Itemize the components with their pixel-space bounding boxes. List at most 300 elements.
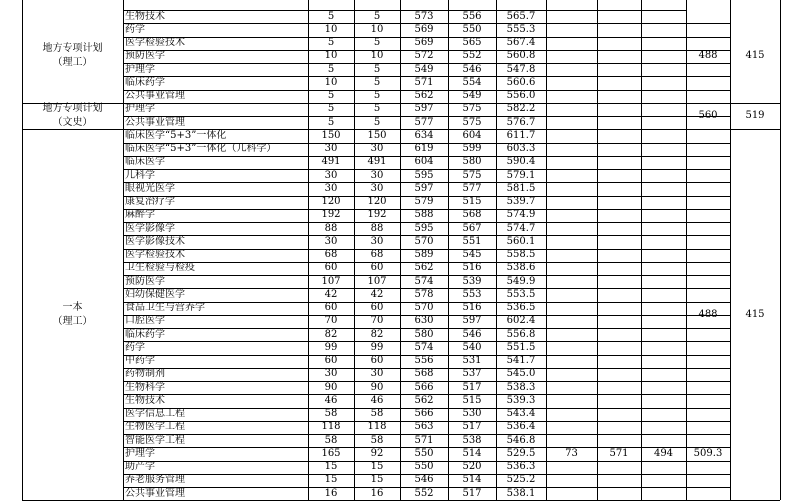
score-cell: 549	[462, 90, 482, 102]
score-cell	[597, 156, 641, 169]
score-cell: 30	[324, 169, 338, 181]
score-cell	[641, 209, 686, 222]
score-cell: 560.6	[506, 76, 536, 88]
score-cell: 575	[462, 116, 482, 128]
major-name-cell: 口腔医学	[125, 315, 165, 327]
major-name-cell: 临床医学	[125, 156, 165, 168]
score-cell: 5	[373, 76, 381, 88]
score-cell	[597, 103, 641, 116]
score-cell	[597, 10, 641, 23]
score-cell: 16	[370, 487, 384, 499]
group-label-line: （理工）	[52, 57, 93, 69]
score-cell: 90	[370, 381, 384, 393]
score-cell: 550	[414, 447, 434, 459]
score-cell: 550	[462, 23, 482, 35]
major-name-cell: 药学	[125, 341, 145, 353]
score-cell: 30	[324, 235, 338, 247]
score-cell: 5	[373, 116, 381, 128]
score-cell: 538.3	[506, 381, 536, 393]
major-name-cell: 护理学	[125, 103, 155, 115]
score-cell: 58	[370, 408, 384, 420]
score-cell	[641, 408, 686, 421]
score-cell: 58	[324, 434, 338, 446]
score-cell	[597, 90, 641, 103]
score-cell: 494	[653, 447, 674, 459]
score-cell	[641, 50, 686, 63]
control-line-score: 560	[698, 110, 718, 121]
score-cell: 88	[370, 222, 384, 234]
score-cell	[597, 341, 641, 354]
score-cell	[641, 156, 686, 169]
score-cell	[597, 196, 641, 209]
score-cell	[546, 421, 597, 434]
section-group-label	[22, 103, 123, 130]
score-cell: 545	[462, 249, 482, 261]
score-cell: 120	[367, 196, 387, 208]
column-border	[641, 0, 642, 500]
score-cell	[597, 421, 641, 434]
score-cell: 5	[373, 103, 381, 115]
score-cell: 562	[414, 262, 434, 274]
score-cell: 552	[414, 487, 434, 499]
score-cell: 60	[324, 302, 338, 314]
column-border	[308, 0, 309, 500]
score-cell: 634	[414, 129, 434, 141]
score-cell: 549.9	[506, 275, 536, 287]
score-cell: 611.7	[506, 129, 536, 141]
score-cell	[641, 262, 686, 275]
score-cell	[641, 421, 686, 434]
column-border	[686, 0, 687, 500]
score-cell	[641, 182, 686, 195]
major-name-cell: 临床医学“5+3”一体化	[125, 129, 227, 141]
column-border	[22, 0, 23, 500]
score-cell	[546, 76, 597, 89]
score-cell	[546, 461, 597, 474]
score-cell: 567.4	[506, 37, 536, 49]
score-cell: 602.4	[506, 315, 536, 327]
score-cell: 515	[462, 394, 482, 406]
score-cell: 572	[414, 50, 434, 62]
score-cell	[641, 394, 686, 407]
score-cell	[641, 461, 686, 474]
column-border	[780, 0, 781, 500]
score-cell: 551.5	[506, 341, 536, 353]
score-cell	[597, 169, 641, 182]
major-name-cell: 临床药学	[125, 76, 165, 88]
score-cell: 619	[414, 143, 434, 155]
major-name-cell: 生物技术	[125, 10, 165, 22]
score-cell	[641, 116, 686, 129]
major-name-cell: 药学	[125, 23, 145, 35]
score-cell	[641, 90, 686, 103]
score-cell	[546, 50, 597, 63]
score-cell: 70	[370, 315, 384, 327]
score-cell	[641, 23, 686, 36]
score-cell: 73	[565, 447, 578, 459]
score-cell: 565.7	[506, 10, 536, 22]
major-name-cell: 药物制剂	[125, 368, 165, 380]
score-cell	[641, 341, 686, 354]
score-cell	[641, 288, 686, 301]
score-cell: 42	[370, 288, 384, 300]
score-cell: 5	[373, 37, 381, 49]
score-cell	[641, 249, 686, 262]
score-cell: 595	[414, 169, 434, 181]
score-cell	[597, 235, 641, 248]
score-cell: 46	[324, 394, 338, 406]
score-cell: 10	[324, 23, 338, 35]
score-cell: 118	[321, 421, 341, 433]
score-cell	[597, 315, 641, 328]
score-cell	[546, 394, 597, 407]
score-cell: 556	[414, 355, 434, 367]
major-name-cell: 康复治疗学	[125, 196, 175, 208]
score-cell: 107	[321, 275, 341, 287]
major-name-cell: 养老服务管理	[125, 474, 185, 486]
score-cell	[597, 50, 641, 63]
score-cell	[597, 37, 641, 50]
score-cell: 576.7	[506, 116, 536, 128]
score-cell: 92	[370, 447, 384, 459]
score-cell: 509.3	[693, 447, 723, 459]
score-cell	[597, 63, 641, 76]
score-cell: 82	[324, 328, 338, 340]
score-cell: 70	[324, 315, 338, 327]
major-name-cell: 临床药学	[125, 328, 165, 340]
column-border	[597, 0, 598, 500]
score-cell: 567	[462, 222, 482, 234]
score-cell	[546, 37, 597, 50]
score-cell: 5	[327, 90, 335, 102]
score-cell	[546, 315, 597, 328]
score-cell: 68	[370, 249, 384, 261]
column-border	[546, 0, 547, 500]
score-cell	[597, 182, 641, 195]
score-cell: 578	[414, 288, 434, 300]
score-cell: 597	[414, 182, 434, 194]
score-cell: 120	[321, 196, 341, 208]
score-cell: 590.4	[506, 156, 536, 168]
score-cell	[546, 90, 597, 103]
score-cell: 30	[370, 182, 384, 194]
major-name-cell: 智能医学工程	[125, 434, 185, 446]
score-cell: 575	[462, 103, 482, 115]
score-cell: 582.2	[506, 103, 536, 115]
score-cell: 556	[462, 10, 482, 22]
major-name-cell: 公共事业管理	[125, 487, 185, 499]
score-cell: 30	[324, 182, 338, 194]
score-cell: 553.5	[506, 288, 536, 300]
score-cell	[546, 196, 597, 209]
score-cell: 536.3	[506, 461, 536, 473]
score-cell: 579.1	[506, 169, 536, 181]
score-cell	[546, 116, 597, 129]
score-cell	[641, 302, 686, 315]
score-cell: 10	[324, 50, 338, 62]
score-cell	[597, 143, 641, 156]
score-cell: 517	[462, 381, 482, 393]
score-cell: 546	[462, 63, 482, 75]
score-cell: 15	[324, 474, 338, 486]
score-cell: 150	[321, 129, 341, 141]
column-border	[730, 0, 731, 500]
score-cell: 118	[367, 421, 387, 433]
score-cell: 60	[324, 355, 338, 367]
score-cell: 556.0	[506, 90, 536, 102]
score-cell: 60	[324, 262, 338, 274]
score-cell: 556.8	[506, 328, 536, 340]
score-cell	[546, 275, 597, 288]
score-cell: 5	[373, 90, 381, 102]
column-border	[448, 0, 449, 500]
score-cell	[546, 341, 597, 354]
score-cell	[546, 10, 597, 23]
score-cell: 541.7	[506, 355, 536, 367]
score-cell	[641, 487, 686, 500]
major-name-cell: 生物科学	[125, 381, 165, 393]
score-cell: 10	[370, 23, 384, 35]
group-label-line: 地方专项计划	[42, 43, 103, 55]
score-cell: 15	[370, 474, 384, 486]
score-cell: 514	[462, 474, 482, 486]
score-cell: 565	[462, 37, 482, 49]
score-cell: 515	[462, 196, 482, 208]
score-cell	[597, 434, 641, 447]
column-border	[123, 0, 124, 500]
score-cell: 560.8	[506, 50, 536, 62]
score-cell	[641, 196, 686, 209]
score-cell: 525.2	[506, 474, 536, 486]
score-cell	[546, 209, 597, 222]
score-cell: 569	[414, 37, 434, 49]
score-cell: 589	[414, 249, 434, 261]
score-cell	[641, 368, 686, 381]
score-cell: 90	[324, 381, 338, 393]
score-cell: 555.3	[506, 23, 536, 35]
score-cell: 536.4	[506, 421, 536, 433]
major-name-cell: 卫生检验与检疫	[125, 262, 195, 274]
score-cell: 551	[462, 235, 482, 247]
major-name-cell: 麻醉学	[125, 209, 155, 221]
score-cell	[546, 328, 597, 341]
score-cell	[641, 63, 686, 76]
score-cell	[597, 76, 641, 89]
group-label-line: （理工）	[52, 315, 93, 327]
major-name-cell: 生物医学工程	[125, 421, 185, 433]
score-cell	[546, 235, 597, 248]
major-name-cell: 中药学	[125, 355, 155, 367]
score-cell	[641, 328, 686, 341]
score-cell: 150	[367, 129, 387, 141]
score-cell	[597, 275, 641, 288]
score-cell: 580	[414, 328, 434, 340]
score-cell: 99	[370, 341, 384, 353]
score-cell: 538.1	[506, 487, 536, 499]
score-cell: 539.3	[506, 394, 536, 406]
score-cell: 540	[462, 341, 482, 353]
score-cell: 60	[370, 262, 384, 274]
score-cell	[597, 474, 641, 487]
score-cell	[546, 434, 597, 447]
score-cell: 604	[462, 129, 482, 141]
score-cell: 517	[462, 487, 482, 499]
score-cell: 15	[324, 461, 338, 473]
score-cell: 562	[414, 90, 434, 102]
score-cell: 192	[321, 209, 341, 221]
score-cell: 516	[462, 262, 482, 274]
score-cell	[641, 129, 686, 142]
major-name-cell: 预防医学	[125, 275, 165, 287]
score-cell	[597, 249, 641, 262]
score-cell: 491	[321, 156, 341, 168]
score-cell	[597, 394, 641, 407]
score-cell: 577	[414, 116, 434, 128]
score-cell: 42	[324, 288, 338, 300]
score-cell: 514	[462, 447, 482, 459]
group-label-line: 地方专项计划	[42, 103, 103, 114]
major-name-cell: 儿科学	[125, 169, 155, 181]
score-cell: 560.1	[506, 235, 536, 247]
section-group-label	[22, 129, 123, 500]
score-cell: 99	[324, 341, 338, 353]
score-cell: 30	[370, 169, 384, 181]
major-name-cell: 医学影像学	[125, 222, 175, 234]
major-name-cell: 医学检验技术	[125, 37, 185, 49]
score-cell: 577	[462, 182, 482, 194]
score-cell	[546, 381, 597, 394]
score-cell: 30	[324, 368, 338, 380]
score-cell: 570	[414, 235, 434, 247]
score-cell	[641, 222, 686, 235]
major-name-cell: 医学信息工程	[125, 408, 185, 420]
score-cell: 30	[370, 368, 384, 380]
row-border	[123, 10, 686, 11]
score-cell	[641, 143, 686, 156]
score-cell	[641, 235, 686, 248]
score-cell: 570	[414, 302, 434, 314]
score-cell: 575	[462, 169, 482, 181]
score-cell	[546, 143, 597, 156]
score-cell: 16	[324, 487, 338, 499]
score-cell	[641, 169, 686, 182]
section-group-label	[22, 10, 123, 103]
major-name-cell: 眼视光医学	[125, 182, 175, 194]
score-cell: 5	[327, 103, 335, 115]
control-line-score: 488	[698, 50, 718, 62]
special-line-score: 415	[745, 308, 765, 320]
score-cell: 574	[414, 341, 434, 353]
score-cell	[597, 222, 641, 235]
score-cell: 517	[462, 421, 482, 433]
score-cell: 30	[370, 235, 384, 247]
score-cell: 30	[370, 143, 384, 155]
major-name-cell: 公共事业管理	[125, 90, 185, 102]
major-name-cell: 护理学	[125, 63, 155, 75]
score-cell	[546, 408, 597, 421]
score-cell: 520	[462, 461, 482, 473]
score-cell	[546, 169, 597, 182]
score-cell	[597, 23, 641, 36]
score-cell: 552	[462, 50, 482, 62]
major-name-cell: 医学检验技术	[125, 249, 185, 261]
score-cell: 10	[324, 76, 338, 88]
score-cell: 531	[462, 355, 482, 367]
score-cell: 5	[373, 10, 381, 22]
score-cell: 579	[414, 196, 434, 208]
major-name-cell: 临床医学“5+3”一体化（儿科学）	[125, 143, 277, 155]
score-cell: 491	[367, 156, 387, 168]
score-cell: 574	[414, 275, 434, 287]
major-name-cell: 护理学	[125, 447, 155, 459]
score-cell	[597, 461, 641, 474]
score-cell: 588	[414, 209, 434, 221]
score-cell: 536.5	[506, 302, 536, 314]
score-cell	[641, 275, 686, 288]
score-cell	[597, 116, 641, 129]
score-cell: 546	[462, 328, 482, 340]
score-cell: 538.6	[506, 262, 536, 274]
score-cell: 537	[462, 368, 482, 380]
score-cell: 595	[414, 222, 434, 234]
score-cell	[546, 355, 597, 368]
score-cell: 547.8	[506, 63, 536, 75]
score-cell: 569	[414, 23, 434, 35]
score-cell: 107	[367, 275, 387, 287]
score-cell	[546, 103, 597, 116]
score-cell: 165	[321, 447, 341, 459]
score-cell	[546, 474, 597, 487]
score-cell	[597, 209, 641, 222]
score-cell	[597, 408, 641, 421]
major-name-cell: 食品卫生与营养学	[125, 302, 205, 314]
score-cell	[546, 63, 597, 76]
score-cell: 5	[327, 63, 335, 75]
major-name-cell: 生物技术	[125, 394, 165, 406]
major-name-cell: 助产学	[125, 461, 155, 473]
score-cell	[641, 76, 686, 89]
score-cell: 571	[609, 447, 629, 459]
special-line-score: 519	[745, 110, 765, 121]
special-line-score: 415	[745, 50, 765, 62]
score-cell: 546.8	[506, 434, 536, 446]
score-cell: 60	[370, 355, 384, 367]
score-cell: 573	[414, 10, 434, 22]
score-cell: 562	[414, 394, 434, 406]
score-cell: 58	[370, 434, 384, 446]
score-cell: 192	[367, 209, 387, 221]
score-cell	[546, 182, 597, 195]
score-cell: 5	[327, 116, 335, 128]
score-cell: 599	[462, 143, 482, 155]
score-cell	[546, 288, 597, 301]
score-cell	[641, 315, 686, 328]
score-cell: 546	[414, 474, 434, 486]
score-cell	[597, 487, 641, 500]
score-cell: 5	[327, 37, 335, 49]
score-cell: 530	[462, 408, 482, 420]
score-cell: 15	[370, 461, 384, 473]
score-cell: 597	[462, 315, 482, 327]
score-cell	[597, 288, 641, 301]
score-cell	[597, 381, 641, 394]
score-cell: 603.3	[506, 143, 536, 155]
score-cell: 568	[414, 368, 434, 380]
score-cell	[597, 129, 641, 142]
major-name-cell: 预防医学	[125, 50, 165, 62]
group-label-line: 一本	[62, 301, 83, 313]
score-cell: 516	[462, 302, 482, 314]
